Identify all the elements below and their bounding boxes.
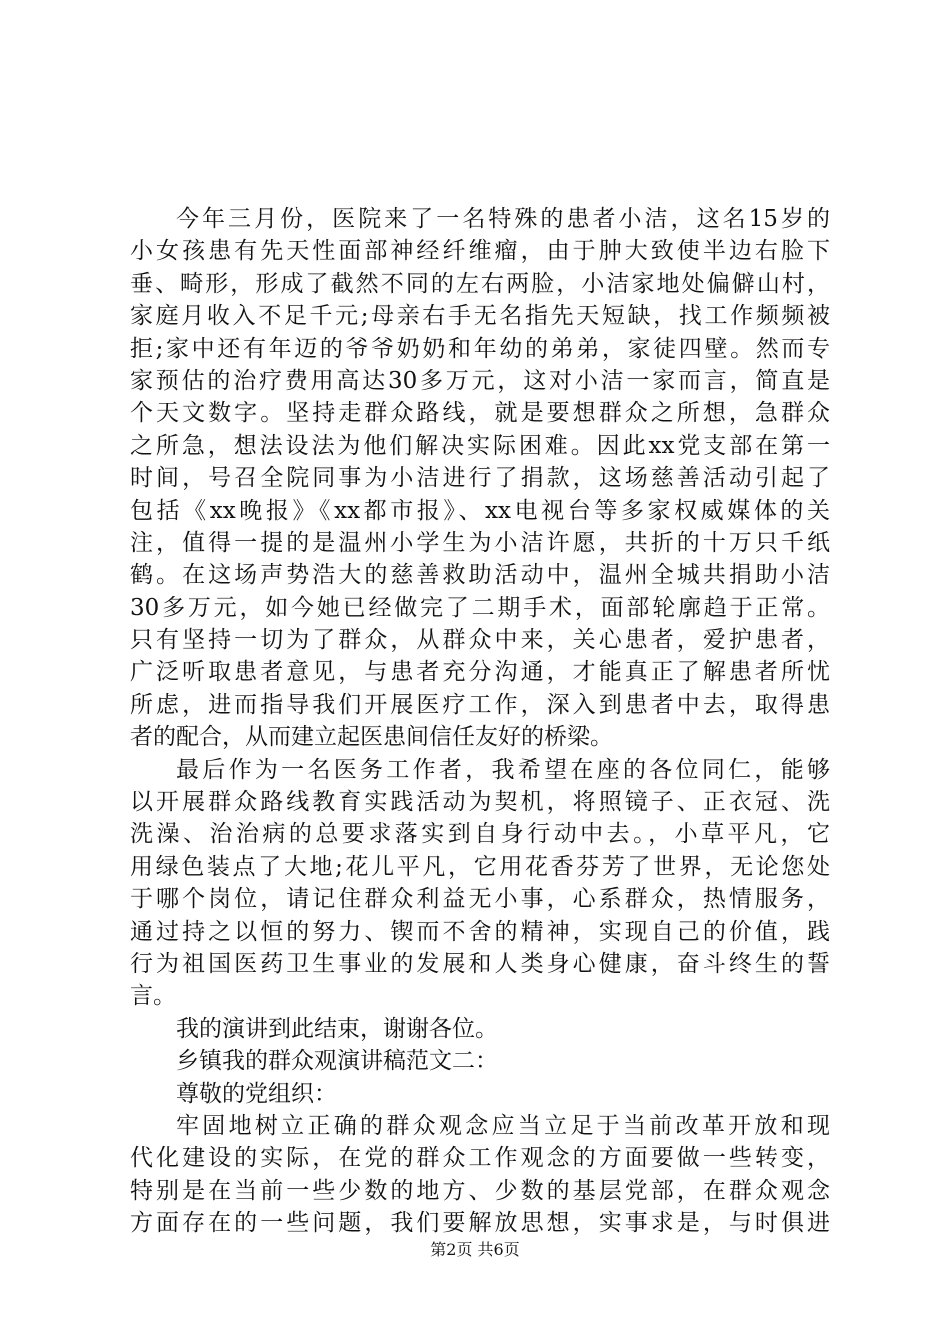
text-line: 小女孩患有先天性面部神经纤维瘤，由于肿大致使半边右脸下	[130, 238, 830, 265]
text-line: 包括《xx晚报》《xx都市报》、xx电视台等多家权威媒体的关	[130, 497, 830, 524]
text-line: 言。	[130, 983, 176, 1010]
text-line: 个天文数字。坚持走群众路线，就是要想群众之所想，急群众	[130, 400, 830, 427]
text-line: 以开展群众路线教育实践活动为契机，将照镜子、正衣冠、洗	[130, 789, 830, 816]
text-line: 30多万元，如今她已经做完了二期手术，面部轮廓趋于正常。	[130, 594, 830, 621]
text-line: 注，值得一提的是温州小学生为小洁许愿，共折的十万只千纸	[130, 529, 830, 556]
text-line: 牢固地树立正确的群众观念应当立足于当前改革开放和现	[176, 1112, 830, 1139]
text-line: 家庭月收入不足千元;母亲右手无名指先天短缺，找工作频频被	[130, 303, 830, 330]
page-footer: 第2页 共6页	[430, 1240, 520, 1259]
text-line: 家预估的治疗费用高达30多万元，这对小洁一家而言，简直是	[130, 367, 830, 394]
text-line: 尊敬的党组织：	[176, 1080, 337, 1107]
text-line: 所虑，进而指导我们开展医疗工作，深入到患者中去，取得患	[130, 691, 830, 718]
text-line: 用绿色装点了大地;花儿平凡，它用花香芬芳了世界，无论您处	[130, 853, 830, 880]
text-line: 最后作为一名医务工作者，我希望在座的各位同仁，能够	[176, 756, 830, 783]
text-line: 垂、畸形，形成了截然不同的左右两脸，小洁家地处偏僻山村，	[130, 270, 830, 297]
text-line: 时间，号召全院同事为小洁进行了捐款，这场慈善活动引起了	[130, 465, 830, 492]
document-body	[130, 203, 830, 1240]
text-line: 拒;家中还有年迈的爷爷奶奶和年幼的弟弟，家徒四壁。然而专	[130, 335, 830, 362]
text-line: 特别是在当前一些少数的地方、少数的基层党部，在群众观念	[130, 1177, 830, 1204]
text-line: 者的配合，从而建立起医患间信任友好的桥梁。	[130, 724, 613, 751]
text-line: 方面存在的一些问题，我们要解放思想，实事求是，与时俱进	[130, 1210, 830, 1237]
text-line: 行为祖国医药卫生事业的发展和人类身心健康，奋斗终生的誓	[130, 950, 830, 977]
text-line: 今年三月份，医院来了一名特殊的患者小洁，这名15岁的	[176, 206, 830, 232]
text-line: 广泛听取患者意见，与患者充分沟通，才能真正了解患者所忧	[130, 659, 830, 686]
text-line: 洗澡、治治病的总要求落实到自身行动中去。，小草平凡，它	[130, 821, 830, 848]
text-line: 通过持之以恒的努力、锲而不舍的精神，实现自己的价值，践	[130, 918, 830, 945]
text-line: 乡镇我的群众观演讲稿范文二：	[176, 1048, 498, 1075]
text-line: 鹤。在这场声势浩大的慈善救助活动中，温州全城共捐助小洁	[130, 562, 830, 589]
text-line: 代化建设的实际，在党的群众工作观念的方面要做一些转变，	[130, 1145, 830, 1172]
text-line: 只有坚持一切为了群众，从群众中来，关心患者，爱护患者，	[130, 627, 830, 654]
text-line: 我的演讲到此结束，谢谢各位。	[176, 1015, 498, 1042]
text-line: 之所急，想法设法为他们解决实际困难。因此xx党支部在第一	[130, 432, 830, 459]
text-line: 于哪个岗位，请记住群众利益无小事，心系群众，热情服务，	[130, 886, 830, 913]
